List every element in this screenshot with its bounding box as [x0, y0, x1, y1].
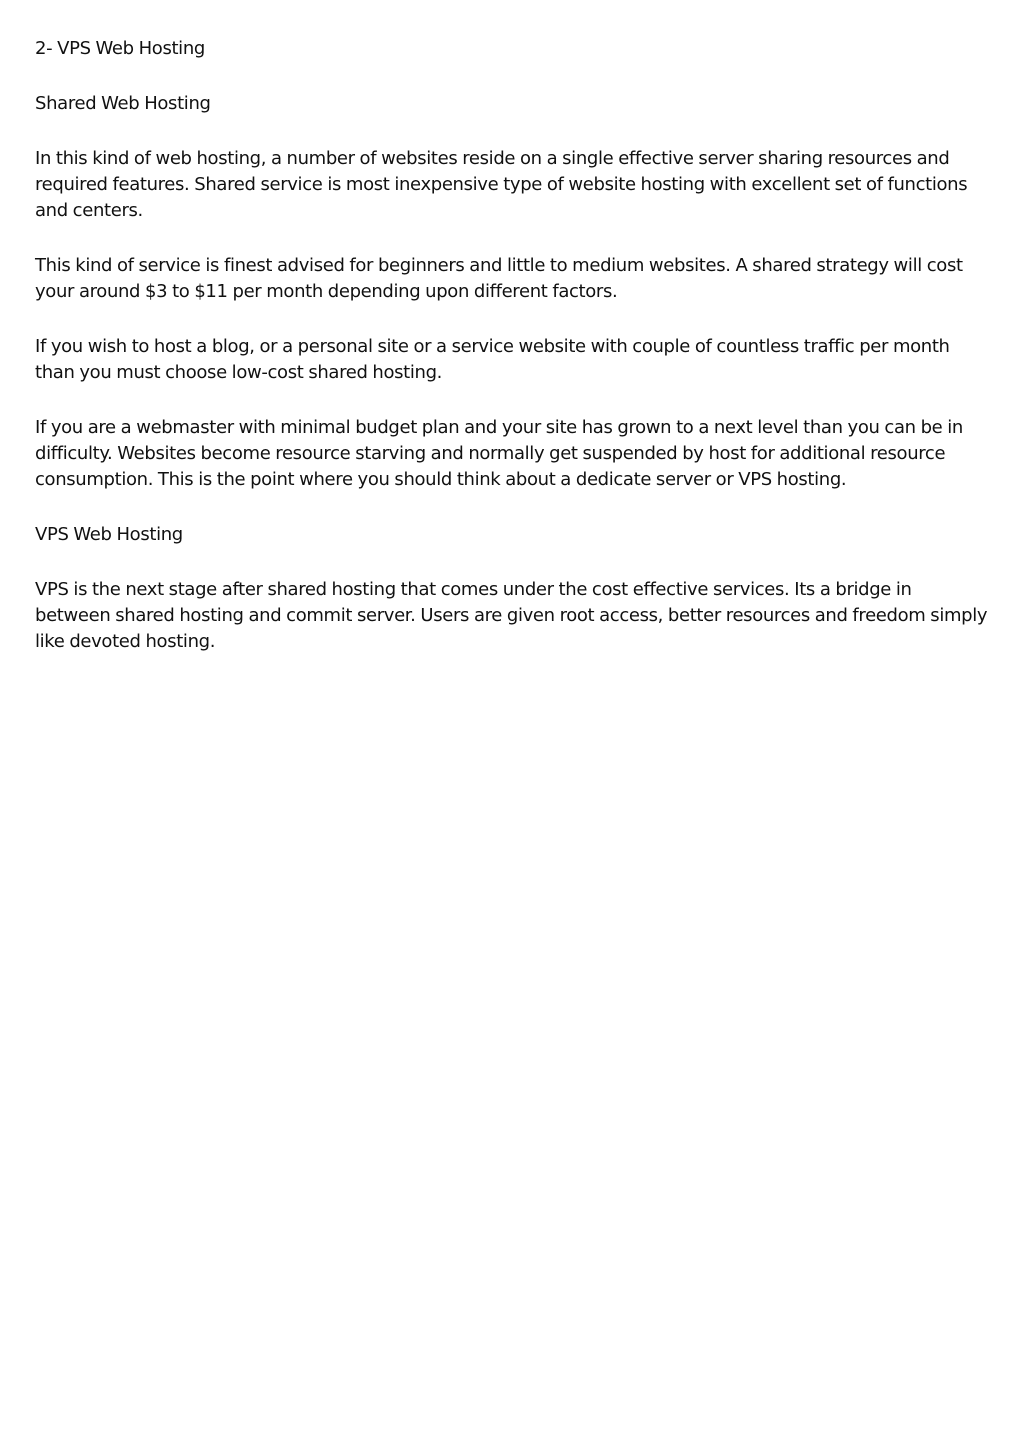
paragraph-shared-recommendation: If you wish to host a blog, or a personal site or a service website with couple of countless traffic per month than you must choose low-cost shared hosting. [35, 336, 950, 383]
paragraph-vps-description: VPS is the next stage after shared hosting that comes under the cost effective services. Its a bridge in between shared hosting and commit server. Users are given root access, better resources and freedom simply like devoted hosting. [35, 579, 988, 652]
paragraph-shared-cost: This kind of service is finest advised for beginners and little to medium websites. A shared strategy will cost your around $3 to $11 per month depending upon different factors. [35, 255, 963, 302]
section-heading-vps-web-hosting-numbered: 2- VPS Web Hosting [35, 38, 205, 59]
paragraph-shared-intro: In this kind of web hosting, a number of websites reside on a single effective server sharing resources and required features. Shared service is most inexpensive type of website hosting with excellent set of functions and centers. [35, 148, 968, 221]
paragraph-webmaster-budget: If you are a webmaster with minimal budget plan and your site has grown to a next level than you can be in difficulty. Websites become resource starving and normally get suspended by host for additional resource consumption. This is the point where you should think about a dedicate server or VPS hosting. [35, 417, 963, 490]
section-heading-shared-web-hosting: Shared Web Hosting [35, 93, 211, 114]
section-heading-vps-web-hosting: VPS Web Hosting [35, 524, 183, 545]
document-page [35, 36, 990, 684]
